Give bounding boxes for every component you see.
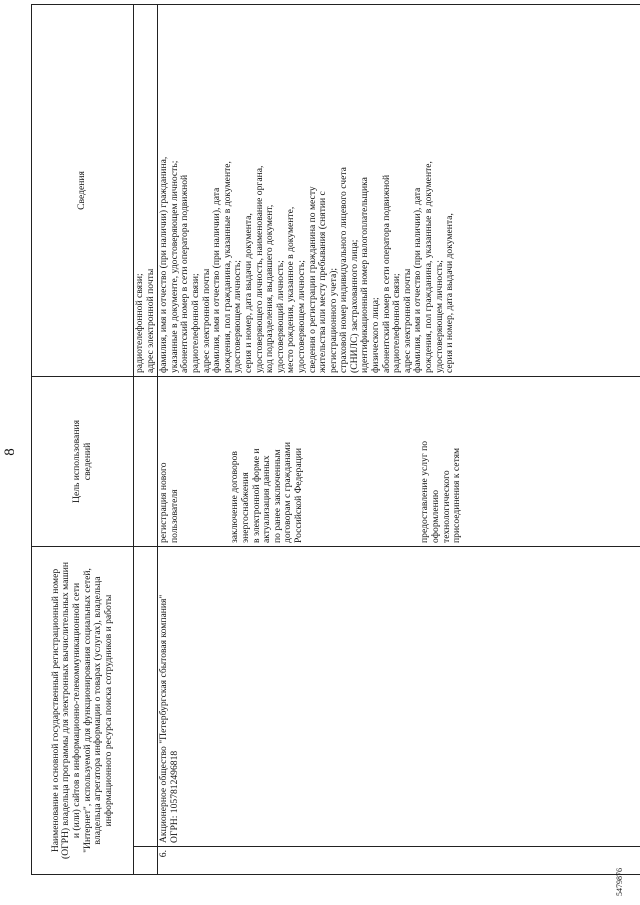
row-data [158, 4, 640, 376]
cont-num [134, 847, 158, 875]
entry-data: фамилия, имя и отчество (при наличии) гражданина, указанные в документе, удостоверяющем личность; абонентский номер в сети оператора подвижной радиотелефонной связи; адрес электронной почты [158, 156, 212, 373]
cont-purpose [134, 376, 158, 546]
entry-data: фамилия, имя и отчество (при наличии), дата рождения, пол гражданина, указанные в документе, удостоверяющем личность; серия и номер, дата выдачи документа, [412, 161, 456, 373]
entry-purpose: регистрация нового пользователя [158, 462, 180, 543]
cont-owner [134, 546, 158, 846]
header-data: Сведения [32, 4, 134, 376]
entry-purpose: предоставление услуг по оформлению технологического присоединения к сетям [419, 440, 463, 543]
header-purpose: Цель использования сведений [32, 376, 134, 546]
continuation-row [134, 4, 158, 874]
entry-purpose: заключение договоров энергоснабжения в электронной форме и актуализация данных по ранее заключенным договорам с гражданами Российской Федерации [229, 442, 304, 543]
header-row [32, 4, 134, 874]
page-number: 8 [2, 448, 18, 456]
cont-data: радиотелефонной связи; адрес электронной почты [134, 4, 158, 376]
registry-table [31, 4, 640, 875]
row-purposes [158, 376, 640, 546]
row-owner: Акционерное общество "Петербургская сбытовая компания" ОГРН: 1057812496818 [158, 546, 640, 846]
document-stamp: 5479876 [615, 868, 624, 896]
header-owner: Наименование и основной государственный регистрационный номер (ОГРН) владельца программы для электронных вычислительных машин и (или) сайтов в информационно-телекоммуникационной сети "Интернет", используемой для функционирования социальных сетей, владельца агрегатора информации о товарах (услугах), владельца информационного ресурса поиска сотрудников и работы [32, 546, 134, 874]
entry-data: фамилия, имя и отчество (при наличии), дата рождения, пол гражданина, указанные в документе, удостоверяющем личность; серия и номер, дата выдачи документа, удостоверяющего личность, наименование органа, код подразделения, выдавшего документ, удостоверяющий личность; место рождения, указанное в документе, удостоверяющем личность; сведения о регистрации гражданина по месту жительства или месту пребывания (снятии с регистрационного учета); страховой номер индивидуального лицевого счета (СНИЛС) застрахованного лица; идентификационный номер налогоплательщика физического лица; абонентский номер в сети оператора подвижной радиотелефонной связи; адрес электронной почты [211, 161, 413, 373]
row-number: 6. [158, 847, 640, 875]
table-row [158, 4, 640, 874]
